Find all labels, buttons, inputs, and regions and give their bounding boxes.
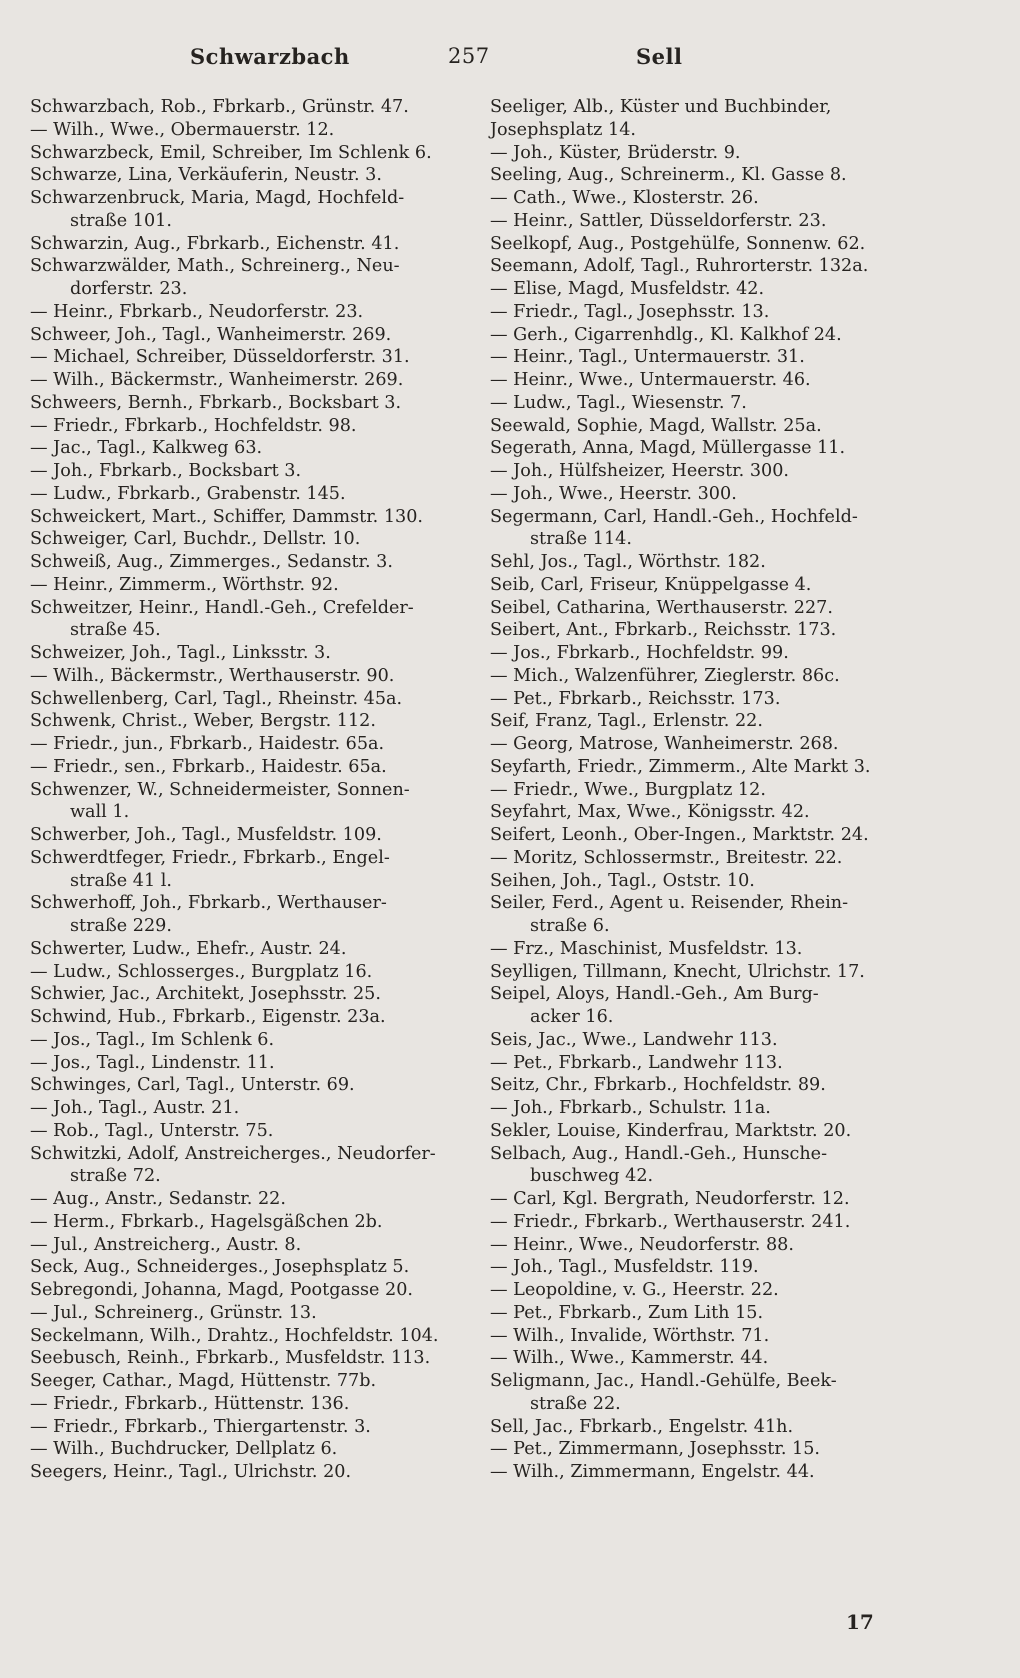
directory-line: Schwind, Hub., Fbrkarb., Eigenstr. 23a. [30, 1007, 386, 1027]
directory-line: Josephsplatz 14. [490, 119, 636, 140]
directory-line: — Joh., Hülfsheizer, Heerstr. 300. [490, 461, 790, 481]
directory-line: straße 229. [70, 916, 172, 936]
directory-line: Schweitzer, Heinr., Handl.-Geh., Crefelder- [30, 597, 414, 618]
directory-line: — Jos., Tagl., Lindenstr. 11. [30, 1052, 275, 1073]
directory-line: — Herm., Fbrkarb., Hagelsgäßchen 2b. [30, 1211, 383, 1232]
directory-line: Seemann, Adolf, Tagl., Ruhrorterstr. 132a. [490, 256, 869, 277]
directory-line: — Mich., Walzenführer, Zieglerstr. 86c. [490, 665, 840, 686]
directory-line: Schwarzin, Aug., Fbrkarb., Eichenstr. 41. [30, 233, 400, 254]
directory-line: — Gerh., Cigarrenhdlg., Kl. Kalkhof 24. [490, 324, 842, 345]
directory-line: Schwenzer, W., Schneidermeister, Sonnen- [30, 779, 410, 800]
page-number: 257 [448, 44, 490, 68]
directory-line: Schweickert, Mart., Schiffer, Dammstr. 130. [30, 506, 424, 527]
directory-line: Seib, Carl, Friseur, Knüppelgasse 4. [490, 574, 812, 595]
directory-line: Sekler, Louise, Kinderfrau, Marktstr. 20. [490, 1120, 852, 1141]
directory-line: buschweg 42. [530, 1166, 654, 1187]
directory-line: — Friedr., jun., Fbrkarb., Haidestr. 65a. [30, 734, 385, 754]
directory-line: Seck, Aug., Schneiderges., Josephsplatz 5. [30, 1257, 410, 1278]
directory-line: — Jul., Schreinerg., Grünstr. 13. [30, 1302, 317, 1323]
directory-line: Seelkopf, Aug., Postgehülfe, Sonnenw. 62. [490, 233, 866, 254]
directory-line: straße 72. [70, 1166, 161, 1187]
directory-line: Schwellenberg, Carl, Tagl., Rheinstr. 45a. [30, 688, 403, 709]
directory-line: Seegers, Heinr., Tagl., Ulrichstr. 20. [30, 1462, 352, 1482]
header-left-keyword: Schwarzbach [190, 44, 350, 69]
directory-line: — Leopoldine, v. G., Heerstr. 22. [490, 1280, 779, 1300]
directory-line: — Elise, Magd, Musfeldstr. 42. [490, 279, 765, 299]
directory-line: straße 22. [530, 1393, 621, 1414]
directory-line: Schwarze, Lina, Verkäuferin, Neustr. 3. [30, 165, 382, 186]
directory-line: Seeliger, Alb., Küster und Buchbinder, [490, 97, 832, 117]
directory-line: Schwerhoff, Joh., Fbrkarb., Werthauser- [30, 893, 387, 914]
directory-line: — Cath., Wwe., Klosterstr. 26. [490, 188, 759, 208]
directory-line: — Joh., Küster, Brüderstr. 9. [490, 142, 741, 163]
directory-line: Seewald, Sophie, Magd, Wallstr. 25a. [490, 415, 822, 436]
directory-line: Schwarzbach, Rob., Fbrkarb., Grünstr. 47. [30, 97, 409, 117]
directory-line: Schwinges, Carl, Tagl., Unterstr. 69. [30, 1075, 355, 1096]
directory-line: Schwarzwälder, Math., Schreinerg., Neu- [30, 256, 400, 277]
directory-line: — Ludw., Fbrkarb., Grabenstr. 145. [30, 483, 346, 504]
directory-line: acker 16. [530, 1007, 614, 1027]
directory-line: Schwerdtfeger, Friedr., Fbrkarb., Engel- [30, 847, 390, 868]
directory-line: straße 114. [530, 529, 632, 550]
directory-line: — Friedr., Fbrkarb., Thiergartenstr. 3. [30, 1416, 371, 1437]
header-right-keyword: Sell [636, 44, 683, 69]
page-header [88, 44, 930, 78]
directory-line: wall 1. [70, 802, 130, 823]
directory-line: Schweiß, Aug., Zimmerges., Sedanstr. 3. [30, 552, 393, 572]
directory-line: — Heinr., Zimmerm., Wörthstr. 92. [30, 574, 339, 595]
directory-line: Seylligen, Tillmann, Knecht, Ulrichstr. 17. [490, 961, 865, 982]
directory-line: Schwarzbeck, Emil, Schreiber, Im Schlenk 6. [30, 142, 432, 163]
directory-line: — Joh., Fbrkarb., Schulstr. 11a. [490, 1098, 771, 1118]
directory-line: Seeling, Aug., Schreinerm., Kl. Gasse 8. [490, 165, 847, 186]
directory-line: Schweers, Bernh., Fbrkarb., Bocksbart 3. [30, 392, 402, 413]
directory-line: — Wilh., Wwe., Kammerstr. 44. [490, 1348, 769, 1369]
signature-mark: 17 [846, 1610, 874, 1634]
directory-line: — Wilh., Buchdrucker, Dellplatz 6. [30, 1439, 338, 1460]
directory-line: Segerath, Anna, Magd, Müllergasse 11. [490, 438, 846, 459]
directory-line: — Heinr., Wwe., Neudorferstr. 88. [490, 1234, 794, 1255]
directory-line: Seifert, Leonh., Ober-Ingen., Marktstr. 24. [490, 825, 869, 845]
directory-line: Seyfahrt, Max, Wwe., Königsstr. 42. [490, 802, 810, 823]
directory-line: — Friedr., Fbrkarb., Hüttenstr. 136. [30, 1393, 350, 1414]
directory-line: Schwenk, Christ., Weber, Bergstr. 112. [30, 711, 376, 732]
directory-line: Seif, Franz, Tagl., Erlenstr. 22. [490, 711, 763, 732]
directory-line: — Pet., Fbrkarb., Zum Lith 15. [490, 1302, 764, 1323]
directory-line: straße 6. [530, 916, 610, 936]
directory-line: — Joh., Fbrkarb., Bocksbart 3. [30, 461, 302, 481]
directory-line: Schwerter, Ludw., Ehefr., Austr. 24. [30, 938, 347, 959]
directory-line: — Wilh., Invalide, Wörthstr. 71. [490, 1325, 770, 1346]
directory-line: — Friedr., Fbrkarb., Hochfeldstr. 98. [30, 415, 357, 436]
directory-line: Seibel, Catharina, Werthauserstr. 227. [490, 597, 833, 618]
directory-line: dorferstr. 23. [70, 279, 188, 299]
right-column [490, 96, 935, 1484]
directory-line: Schweer, Joh., Tagl., Wanheimerstr. 269. [30, 324, 392, 345]
directory-line: — Friedr., Fbrkarb., Werthauserstr. 241. [490, 1211, 851, 1232]
directory-line: — Frz., Maschinist, Musfeldstr. 13. [490, 938, 803, 959]
directory-line: Seyfarth, Friedr., Zimmerm., Alte Markt 3. [490, 756, 871, 777]
directory-line: Seebusch, Reinh., Fbrkarb., Musfeldstr. 113. [30, 1348, 431, 1369]
directory-line: Selbach, Aug., Handl.-Geh., Hunsche- [490, 1143, 828, 1164]
directory-line: — Ludw., Schlosserges., Burgplatz 16. [30, 961, 373, 982]
directory-line: — Heinr., Sattler, Düsseldorferstr. 23. [490, 210, 827, 231]
directory-line: — Moritz, Schlossermstr., Breitestr. 22. [490, 847, 843, 868]
directory-line: — Friedr., Tagl., Josephsstr. 13. [490, 301, 770, 322]
directory-line: Seligmann, Jac., Handl.-Gehülfe, Beek- [490, 1371, 837, 1391]
directory-line: — Heinr., Fbrkarb., Neudorferstr. 23. [30, 301, 364, 322]
directory-line: — Heinr., Wwe., Untermauerstr. 46. [490, 370, 811, 390]
directory-line: Schwitzki, Adolf, Anstreicherges., Neudorfer- [30, 1143, 436, 1164]
directory-line: Seitz, Chr., Fbrkarb., Hochfeldstr. 89. [490, 1075, 826, 1096]
directory-line: Sell, Jac., Fbrkarb., Engelstr. 41h. [490, 1416, 794, 1437]
directory-line: — Ludw., Tagl., Wiesenstr. 7. [490, 392, 747, 413]
directory-line: — Wilh., Zimmermann, Engelstr. 44. [490, 1462, 815, 1482]
directory-line: — Jac., Tagl., Kalkweg 63. [30, 438, 263, 459]
left-column [30, 96, 475, 1484]
directory-line: — Jos., Tagl., Im Schlenk 6. [30, 1029, 275, 1050]
directory-line: — Pet., Zimmermann, Josephsstr. 15. [490, 1439, 821, 1460]
directory-line: — Wilh., Bäckermstr., Wanheimerstr. 269. [30, 370, 404, 390]
directory-line: Schwarzenbruck, Maria, Magd, Hochfeld- [30, 188, 405, 208]
directory-line: — Aug., Anstr., Sedanstr. 22. [30, 1189, 286, 1209]
directory-line: straße 45. [70, 620, 161, 641]
directory-line: Sehl, Jos., Tagl., Wörthstr. 182. [490, 552, 766, 572]
directory-line: Schwerber, Joh., Tagl., Musfeldstr. 109. [30, 825, 382, 845]
directory-line: Schwier, Jac., Architekt, Josephsstr. 25. [30, 984, 381, 1005]
directory-line: Segermann, Carl, Handl.-Geh., Hochfeld- [490, 506, 858, 527]
directory-line: Seibert, Ant., Fbrkarb., Reichsstr. 173. [490, 620, 837, 641]
directory-line: — Carl, Kgl. Bergrath, Neudorferstr. 12. [490, 1189, 850, 1209]
directory-line: Sebregondi, Johanna, Magd, Pootgasse 20. [30, 1280, 413, 1300]
directory-line: Schweizer, Joh., Tagl., Linksstr. 3. [30, 643, 331, 663]
directory-line: Seckelmann, Wilh., Drahtz., Hochfeldstr. 104. [30, 1325, 439, 1346]
directory-line: Schweiger, Carl, Buchdr., Dellstr. 10. [30, 529, 361, 550]
directory-line: — Jul., Anstreicherg., Austr. 8. [30, 1234, 302, 1255]
directory-line: — Joh., Wwe., Heerstr. 300. [490, 483, 737, 504]
directory-line: — Jos., Fbrkarb., Hochfeldstr. 99. [490, 643, 789, 663]
directory-line: — Pet., Fbrkarb., Reichsstr. 173. [490, 688, 781, 709]
directory-line: — Pet., Fbrkarb., Landwehr 113. [490, 1052, 783, 1073]
directory-line: — Rob., Tagl., Unterstr. 75. [30, 1120, 274, 1141]
directory-line: Seiler, Ferd., Agent u. Reisender, Rhein- [490, 893, 849, 914]
directory-line: — Heinr., Tagl., Untermauerstr. 31. [490, 347, 805, 368]
directory-line: Seihen, Joh., Tagl., Oststr. 10. [490, 870, 755, 891]
directory-line: — Friedr., Wwe., Burgplatz 12. [490, 779, 766, 800]
directory-line: — Wilh., Bäckermstr., Werthauserstr. 90. [30, 665, 395, 686]
directory-line: — Georg, Matrose, Wanheimerstr. 268. [490, 734, 839, 754]
directory-line: — Michael, Schreiber, Düsseldorferstr. 31. [30, 347, 410, 368]
directory-line: Seipel, Aloys, Handl.-Geh., Am Burg- [490, 984, 819, 1005]
directory-line: — Joh., Tagl., Austr. 21. [30, 1098, 240, 1118]
directory-line: Seis, Jac., Wwe., Landwehr 113. [490, 1029, 778, 1050]
directory-line: — Wilh., Wwe., Obermauerstr. 12. [30, 119, 335, 140]
directory-line: — Joh., Tagl., Musfeldstr. 119. [490, 1257, 759, 1278]
directory-line: — Friedr., sen., Fbrkarb., Haidestr. 65a. [30, 756, 387, 777]
directory-line: straße 41 l. [70, 870, 172, 891]
directory-line: straße 101. [70, 210, 172, 231]
directory-line: Seeger, Cathar., Magd, Hüttenstr. 77b. [30, 1371, 377, 1391]
